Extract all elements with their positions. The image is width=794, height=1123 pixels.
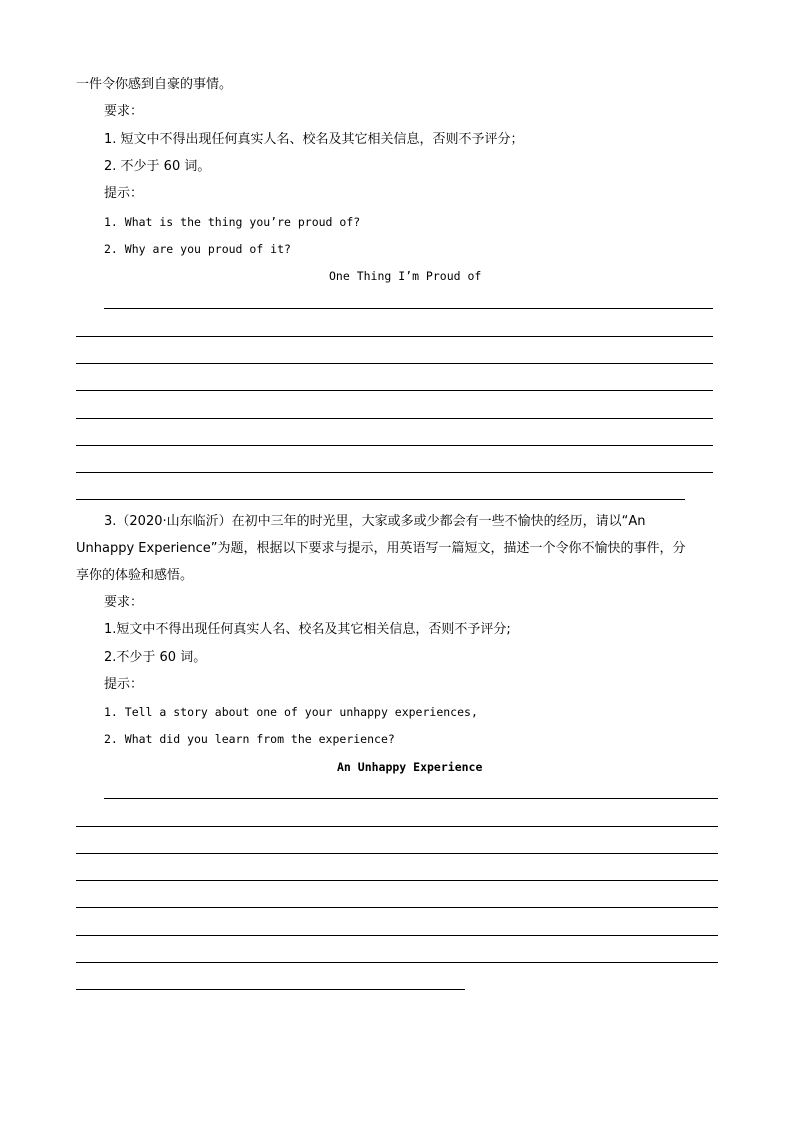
prompt-line-1: 3.（2020·山东临沂）在初中三年的时光里，大家或多或少都会有一些不愉快的经历，请以“An xyxy=(104,514,646,529)
writing-line xyxy=(76,880,718,881)
writing-line xyxy=(76,336,713,337)
prompt-line-3: 享你的体验和感悟。 xyxy=(76,568,194,583)
requirement-2: 2.不少于 60 词。 xyxy=(104,650,207,665)
writing-line xyxy=(76,390,713,391)
hint-1: 1. What is the thing you’re proud of? xyxy=(104,215,361,229)
essay-title: One Thing I’m Proud of xyxy=(329,269,482,283)
prompt-line-2: Unhappy Experience”为题，根据以下要求与提示，用英语写一篇短文，描述一个令你不愉快的事件，分 xyxy=(76,541,686,556)
hints-label: 提示： xyxy=(104,677,144,692)
requirement-2: 2. 不少于 60 词。 xyxy=(104,159,211,174)
requirements-label: 要求： xyxy=(104,595,144,610)
essay-title: An Unhappy Experience xyxy=(337,760,483,774)
writing-line xyxy=(76,907,718,908)
writing-line xyxy=(76,962,718,963)
writing-line xyxy=(76,418,713,419)
requirements-label: 要求： xyxy=(104,104,144,119)
hints-label: 提示： xyxy=(104,186,144,201)
task-tail: 一件令你感到自豪的事情。 xyxy=(76,77,233,92)
writing-line xyxy=(76,826,718,827)
writing-line xyxy=(76,499,685,500)
requirement-1: 1. 短文中不得出现任何真实人名、校名及其它相关信息，否则不予评分； xyxy=(104,132,524,147)
writing-line xyxy=(76,935,718,936)
writing-line xyxy=(76,853,718,854)
writing-line xyxy=(76,445,713,446)
writing-line xyxy=(104,308,713,309)
writing-line xyxy=(76,363,713,364)
requirement-1: 1.短文中不得出现任何真实人名、校名及其它相关信息，否则不予评分; xyxy=(104,622,511,637)
writing-line xyxy=(76,989,465,990)
hint-2: 2. What did you learn from the experience? xyxy=(104,732,395,746)
writing-line xyxy=(76,472,713,473)
hint-2: 2. Why are you proud of it? xyxy=(104,242,291,256)
writing-line xyxy=(104,798,718,799)
hint-1: 1. Tell a story about one of your unhappy experiences, xyxy=(104,705,478,719)
